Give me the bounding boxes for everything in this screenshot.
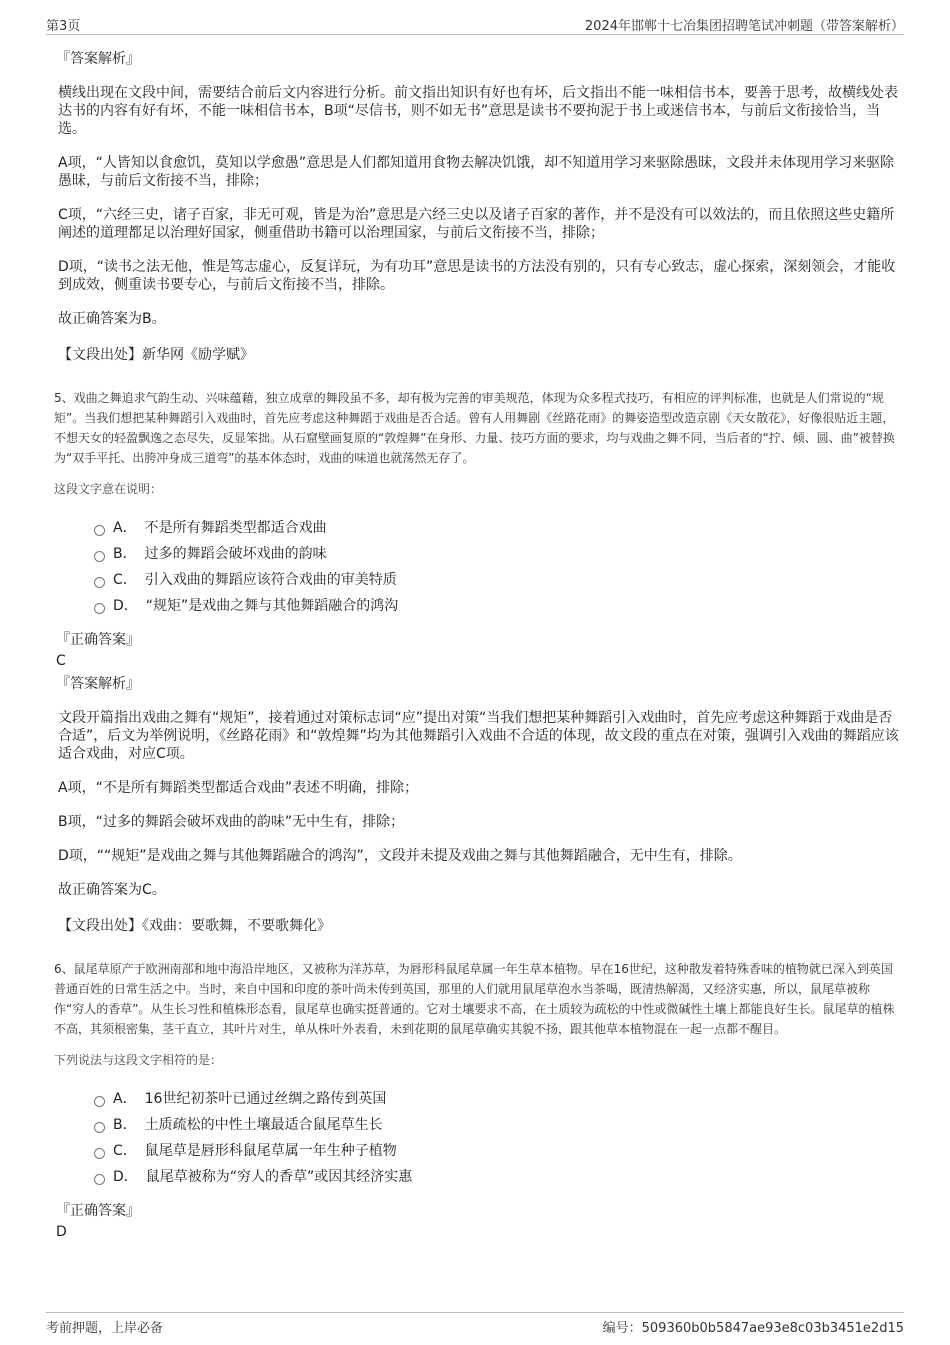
analysis-paragraph: C项，“六经三史，诸子百家，非无可观，皆是为治”意思是六经三史以及诸子百家的著作，并不是没有可以效法的，而且依照这些史籍所阐述的道理都足以治理好国家，侧重借助书籍可以治理国家，与前后文衔接不当，排除； — [58, 207, 895, 241]
radio-icon[interactable] — [94, 1148, 105, 1159]
option-letter: B． — [113, 546, 137, 562]
question-6-text: 6、鼠尾草原产于欧洲南部和地中海沿岸地区，又被称为洋苏草，为唇形科鼠尾草属一年生草本植物。早在16世纪，这种散发着特殊香味的植物就已深入到英国普通百姓的日常生活之中。当时，来自中国和印度的茶叶尚未传到英国，那里的人们就用鼠尾草泡水当茶喝，既清热解渴，又经济实惠，所以，鼠尾草被称作“穷人的香草”。从生长习性和植株形态看，鼠尾草也确实挺普通的。它对土壤要求不高，在土质较为疏松的中性或微碱性土壤上都能良好生长。鼠尾草的植株不高，其须根密集，茎干直立，其叶片对生，单从株叶外表看，未到花期的鼠尾草确实其貌不扬，跟其他草本植物混在一起一点都不醒目。 — [54, 962, 895, 1036]
radio-icon[interactable] — [94, 525, 105, 536]
question-5-text: 5、戏曲之舞追求气韵生动、兴味蕴藉，独立成章的舞段虽不多，却有极为完善的审美规范，体现为众多程式技巧，有相应的评判标准，也就是人们常说的“规矩”。当我们想把某种舞蹈引入戏曲时，首先应考虑这种舞蹈于戏曲是否合适。曾有人用舞剧《丝路花雨》的舞姿造型改造京剧《天女散花》，好像很贴近主题，不想天女的轻盈飘逸之态尽失，反显笨拙。从石窟壁画复原的“敦煌舞”在身形、力量、技巧方面的要求，均与戏曲之舞不同，当后者的“拧、倾、圆、曲”被替换为“双手平托、出胯冲身成三道弯”的基本体态时，戏曲的味道也就荡然无存了。 — [54, 391, 895, 465]
document-title: 2024年邯郸十七冶集团招聘笔试冲刺题（带答案解析） — [584, 19, 904, 34]
analysis-paragraph: D项，““规矩”是戏曲之舞与其他舞蹈融合的鸿沟”，文段并未提及戏曲之舞与其他舞蹈融合，无中生有，排除。 — [58, 848, 742, 864]
option-text: 不是所有舞蹈类型都适合戏曲 — [144, 520, 327, 536]
radio-icon[interactable] — [94, 577, 105, 588]
option-letter: C． — [113, 1143, 137, 1159]
option-d[interactable] — [94, 1164, 900, 1190]
page-header — [46, 12, 904, 35]
analysis-paragraph: 故正确答案为C。 — [58, 882, 166, 898]
option-letter: B． — [113, 1117, 137, 1133]
page-content — [56, 44, 900, 1244]
option-letter: A． — [113, 1091, 137, 1107]
question-6-prompt: 下列说法与这段文字相符的是： — [54, 1053, 223, 1067]
option-b[interactable] — [94, 541, 900, 567]
analysis-tag: 『答案解析』 — [56, 51, 140, 67]
footer-slogan: 考前押题，上岸必备 — [46, 1321, 164, 1336]
option-text: 土质疏松的中性土壤最适合鼠尾草生长 — [144, 1117, 383, 1133]
analysis-paragraph: A项，“人皆知以食愈饥，莫知以学愈愚”意思是人们都知道用食物去解决饥饿，却不知道用学习来驱除愚昧，文段并未体现用学习来驱除愚昧，与前后文衔接不当，排除； — [58, 155, 895, 189]
question-6-options — [94, 1086, 900, 1190]
radio-icon[interactable] — [94, 551, 105, 562]
option-text: 引入戏曲的舞蹈应该符合戏曲的审美特质 — [144, 572, 397, 588]
answer-value: C — [56, 653, 66, 669]
option-letter: D． — [113, 1169, 138, 1185]
question-5-options — [94, 515, 900, 619]
option-text: “规矩”是戏曲之舞与其他舞蹈融合的鸿沟 — [145, 598, 399, 614]
answer-tag: 『正确答案』 — [56, 1203, 140, 1219]
radio-icon[interactable] — [94, 603, 105, 614]
option-a[interactable] — [94, 515, 900, 541]
question-5-prompt: 这段文字意在说明： — [54, 482, 163, 496]
answer-tag: 『正确答案』 — [56, 632, 140, 648]
page-number: 第3页 — [46, 19, 81, 34]
analysis-paragraph: B项，“过多的舞蹈会破坏戏曲的韵味”无中生有，排除； — [58, 814, 405, 830]
analysis-paragraph: 横线出现在文段中间，需要结合前后文内容进行分析。前文指出知识有好也有坏，后文指出不能一味相信书本，要善于思考，故横线处表达书的内容有好有坏，不能一味相信书本，B项“尽信书，则不如无书”意思是读书不要拘泥于书上或迷信书本，与前后文衔接恰当，当选。 — [58, 85, 898, 137]
option-text: 鼠尾草被称为“穷人的香草”或因其经济实惠 — [145, 1169, 413, 1185]
option-letter: D． — [113, 598, 138, 614]
radio-icon[interactable] — [94, 1096, 105, 1107]
option-text: 16世纪初茶叶已通过丝绸之路传到英国 — [144, 1091, 387, 1107]
option-a[interactable] — [94, 1086, 900, 1112]
option-b[interactable] — [94, 1112, 900, 1138]
radio-icon[interactable] — [94, 1122, 105, 1133]
answer-value: D — [56, 1224, 67, 1240]
option-letter: A． — [113, 520, 137, 536]
radio-icon[interactable] — [94, 1174, 105, 1185]
option-text: 过多的舞蹈会破坏戏曲的韵味 — [144, 546, 327, 562]
analysis-paragraph: 文段开篇指出戏曲之舞有“规矩”，接着通过对策标志词“应”提出对策“当我们想把某种舞蹈引入戏曲时，首先应考虑这种舞蹈于戏曲是否合适”，后文为举例说明，《丝路花雨》和“敦煌舞”均为其他舞蹈引入戏曲不合适的体现，故文段的重点在对策，强调引入戏曲的舞蹈应该适合戏曲，对应C项。 — [58, 710, 899, 762]
analysis-paragraph: D项，“读书之法无他，惟是笃志虚心，反复详玩，为有功耳”意思是读书的方法没有别的，只有专心致志，虚心探索，深刻领会，才能收到成效，侧重读书要专心，与前后文衔接不当，排除。 — [58, 259, 896, 293]
source-citation: 【文段出处】新华网《励学赋》 — [58, 347, 254, 363]
analysis-paragraph: 故正确答案为B。 — [58, 311, 166, 327]
option-text: 鼠尾草是唇形科鼠尾草属一年生种子植物 — [144, 1143, 397, 1159]
option-c[interactable] — [94, 567, 900, 593]
document-id: 编号：509360b0b5847ae93e8c03b3451e2d15 — [602, 1321, 904, 1336]
option-letter: C． — [113, 572, 137, 588]
option-c[interactable] — [94, 1138, 900, 1164]
source-citation: 【文段出处】《戏曲：要歌舞，不要歌舞化》 — [58, 918, 331, 934]
page-footer — [46, 1312, 904, 1337]
analysis-paragraph: A项，“不是所有舞蹈类型都适合戏曲”表述不明确，排除； — [58, 780, 419, 796]
analysis-tag: 『答案解析』 — [56, 676, 140, 692]
option-d[interactable] — [94, 593, 900, 619]
